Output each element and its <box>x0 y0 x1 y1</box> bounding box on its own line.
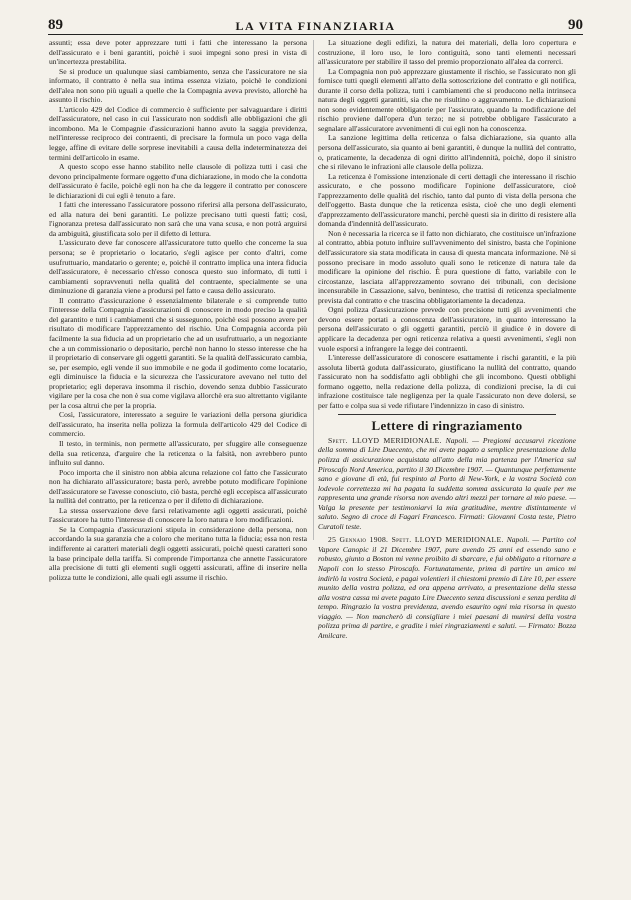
paragraph: La sanzione legittima della reticenza o falsa dichiarazione, sia quanto alla persona dell'assicurato, sia quanto ai beni garantiti, è dunque la nullità del contratto, o, praticamente, la decadenza di ogni diritto all'indennità, poichè, dopo il sinistro che si rilevano le infrazioni alle clausole della polizza. <box>318 133 576 172</box>
paragraph: Se la Compagnia d'assicurazioni stipula in considerazione della persona, non accordando la sua garanzia che a coloro che meritano tutta la fiducia; essa non resta indifferente ai caratteri materiali degli oggetti assicurati, poichè questi caratteri sono la base principale della tariffa. Si comprende l'importanza che annette l'assicuratore alla precisione di tutti gli elementi sugli oggetti assicurati, affine di inserire nella polizza tutte le condizioni, alle quali egli assume il rischio. <box>49 524 307 582</box>
paragraph: La reticenza è l'omissione intenzionale di certi dettagli che interessano il rischio assicurato, e che possono modificare l'opinione dell'assicuratore, cioè l'apprezzamento delle qualità del rischio, tanto dal punto di vista della persona che dell'oggetto. Basta dunque che la reticenza esista, cioè che uno degli elementi d'apprezzamento dell'assicuratore manchi, perchè questi sia in diritto di resistere alla domanda d'indennità dell'assicurato. <box>318 171 576 229</box>
journal-title: LA VITA FINANZIARIA <box>235 19 396 33</box>
paragraph: L'interesse dell'assicuratore di conoscere esattamente i rischi garantiti, e la più assoluta libertà goduta dall'assicurato, giustificano la nullità del contratto, quando l'assicurato non ha soddisfatto agli obblighi che gli incombono. Questi obblighi formano oggetto, nella redazione della polizza, di condizioni precise, la di cui infrazione costituisce tale negligenza per la quale l'assicurato non deve dolersi, se per fatto e colpa sua si vede rifiutare l'indennizzo in caso di sinistro. <box>318 353 576 410</box>
paragraph: Poco importa che il sinistro non abbia alcuna relazione col fatto che l'assicurato non ha dichiarato all'assicuratore; basta però, avrebbe potuto modificare l'opinione dell'assicuratore se l'avesse conosciuto, ciò basta, perchè egli eccepisca all'assicurato la nullità del contratto, per la reticenza o per il difetto di dichiarazione. <box>49 467 307 506</box>
page-number-right: 90 <box>568 17 583 33</box>
paragraph: Se si produce un qualunque siasi cambiamento, senza che l'assicuratore ne sia informato, il contratto è nella sua intima essenza viziato, poichè le condizioni dell'alea non sono più uguali a quelle che la Compagnia aveva previsto, allorchè ha assunto il rischio. <box>49 66 307 105</box>
paragraph: Il testo, in terminis, non permette all'assicurato, per sfuggire alle conseguenze della sua reticenza, d'arguire che la reticenza o la falsità, non avrebbero punto influito sul danno. <box>49 438 307 468</box>
running-header <box>48 12 583 35</box>
paragraph: A questo scopo esse hanno stabilito nelle clausole di polizza tutti i casi che devono principalmente formare oggetto d'una dichiarazione, in modo che la condotta dell'assicurato è facile, poichè egli non ha che da leggere il contratto per conoscere le dichiarazioni di cui egli è tenuto a fare. <box>49 162 307 200</box>
column-divider <box>313 40 314 540</box>
page-number-left: 89 <box>48 17 63 33</box>
paragraph: La situazione degli edifizi, la natura dei materiali, della loro copertura e costruzione, il loro uso, le loro contiguità, sono tanti elementi necessari all'assicuratore per stabilire il tasso del premio proporzionato all'alea da correrci. <box>318 38 576 67</box>
letters-heading: Lettere di ringraziamento <box>371 418 523 434</box>
paragraph: Così, l'assicuratore, interessato a seguire le variazioni della persona giuridica dell'assicurato, ha inserita nella polizza la formula dell'articolo 429 del Codice di commercio. <box>49 410 307 439</box>
thank-you-letter <box>318 535 576 640</box>
paragraph: I fatti che interessano l'assicuratore possono riferirsi alla persona dell'assicurato, ed alla natura dei beni garantiti. Le polizze precisano tutti questi fatti; così, l'ignoranza pretesa dall'assicurato non sarà che una vana scusa, e non potrà arguirsi da ambiguità, giustificata solo per il difetto di lettura. <box>49 200 307 238</box>
section-rule <box>338 414 556 415</box>
paragraph: Il contratto d'assicurazione è essenzialmente bilaterale e si comprende tutto l'interesse della Compagnia d'assicurazioni di conoscere in modo preciso la qualità del garantito e tutti i cambiamenti che si susseguono, poichè essi possono avere per risultato di modificare l'apprezzamento del rischio. Una Compagnia accorda più facilmente la sua fiducia ad un proprietario che ad un usufruttuario, a un negoziante che a un commissionario o depositario, perchè non hanno lo stesso interesse che ha il proprietario di conservare gli oggetti garantiti. Se la qualità dell'assicurato cambia, se, per esempio, egli vende il suo immobile e ne goda il godimento come locatario, egli diminuisce la fiducia e la sicurezza che l'assicuratore avevano nel tutto del proprietario; egli deperava insomma il rischio, dovendo senza dubbio l'assicurato vigilare per la cosa che non è sua come vigilava allorchè era suo altrettanto vigilante per la cosa altrui che per la propria. <box>49 295 307 410</box>
paragraph: Ogni polizza d'assicurazione prevede con precisione tutti gli avvenimenti che devono essere portati a conoscenza dell'assicuratore, in quanto interessano la persona dell'assicurato o gli oggetti garantiti, perciò il giudice è in dovere di applicare la decadenza per ogni reticenza relativa a questi avvenimenti, s'egli non vuole esporsi a infrangere la legge dei contraenti. <box>318 305 576 353</box>
letter-body: Napoli. — Partito col Vapore Canopic il 21 Dicembre 1907, pure avendo 25 anni ed essendo sano e robusto, giunto a Boston mi venne proibito di sbarcare, e fui obbligato a ritornare a Napoli con lo stesso Piroscafo. Fortunatamente, prima di partire un amico mi indirlò la vostra Società, e pagai volentieri il chiestomi premio di Lire 10, per essere munito della vostra polizza, ed ora appena arrivato, a presentazione della stessa alla vostra cassa mi avete pagato Lire Duecento senza discussioni e senza perdita di tempo. Ringrazio la vostra previdenza, avendo esaurito ogni mia risorsa in questo viaggio. — Non mancherò di consigliare i miei paesani di munirsi della vostra polizza prima di partire, e gradite i miei ringraziamenti e saluti. — Firmato: Bozza Amilcare. <box>318 535 576 640</box>
paragraph: assunti; essa deve poter apprezzare tutti i fatti che interessano la persona dell'assicurato e i beni garantiti, poichè i suoi impegni sono presi in vista di un'incertezza prestabilita. <box>49 38 307 67</box>
paragraph: La stessa osservazione deve farsi relativamente agli oggetti assicurati, poichè l'assicuratore ha tutto l'interesse di conoscere la loro natura e loro modificazioni. <box>49 505 307 525</box>
paragraph: La Compagnia non può apprezzare giustamente il rischio, se l'assicurato non gli fornisce tutti quegli elementi all'atto della sottoscrizione del contratto e gli notifica, durante il corso della polizza, tutti i cambiamenti che si producono nella intrinseca natura degli oggetti garantiti, sia che ne risultino o aggravamento. Le dichiarazioni non sono evidentemente obbligatorie per l'assicurato, quando la modificazione del rischio proviene dall'opera d'un terzo; ne si potrebbe obbligare l'assicurato a segnalare all'assicuratore avvenimenti di cui egli non ha conoscenza. <box>318 66 576 133</box>
left-column <box>49 38 307 890</box>
thank-you-letter <box>318 436 576 531</box>
paragraph: Non è necessaria la ricerca se il fatto non dichiarato, che costituisce un'infrazione al contratto, abbia potuto influire sull'avvenimento del sinistro, basta che l'opinione dell'assicuratore sia stata modificata in causa di questa mancata informazione. Nè si possono precisare in modo assoluto quali sono le reticenze di natura tale da modificare la opinione del rischio. È pura questione di fatto, variabile con le circostanze, lasciata all'apprezzamento sovrano dei tribunali, con decisione incensurabile in Cassazione, salvo, beninteso, che trattisi di reticenza specialmente prevista dal contratto e che trascina obbligatoriamente la decadenza. <box>318 228 576 305</box>
paragraph: L'assicurato deve far conoscere all'assicuratore tutto quello che concerne la sua persona; se è proprietario o locatario, s'egli agisce per conto d'altri, come usufruttuario, mandatario o gerente; e, poichè il contratto implica una intera fiducia dell'assicuratore, è necessario ch'esso conosca questo suo informato, di tutti i cambiamenti sopravvenuti nella qualità del contraente, specialmente se una diminuzione di garanzia viene a prodursi pel fatto e causa dello assicurato. <box>49 238 307 296</box>
letter-addressee: Spett. LLOYD MERIDIONALE. <box>328 435 442 445</box>
paragraph: L'articolo 429 del Codice di commercio è sufficiente per salvaguardare i diritti dell'assicuratore, nel caso in cui l'assicurato non soddisfi alle obbligazioni che gli incombono. Ma le Compagnie d'assicurazioni hanno avuto la saggia previdenza, nell'interesse reciproco dei contraenti, di precisare la formula un poco vaga della legge, affine di evitare delle sorprese inevitabili a causa della indeterminatezza dei termini dell'articolo in esame. <box>49 104 307 162</box>
letter-addressee: 25 Gennaio 1908. Spett. LLOYD MERIDIONALE. <box>328 535 504 545</box>
letter-body: Napoli. — Pregiomi accusarvi ricezione della somma di Lire Duecento, che mi avete pagato a semplice presentazione della polizza di assicurazione acquistata all'atto della mia partenza per l'America sul Piroscafo Nord America, partito il 30 Dicembre 1907. — Quantunque perfettamente sano e giovane di età, fui respinto al Porto di New-York, e la vostra Società con lodevole correttezza mi ha pagata la suddetta somma assicurata la quale per me rappresenta una grande risorsa non avendo altri mezzi per tornare al mio paese. — Valga la presente per testimoniarvi la mia gratitudine, mentre distintamente vi saluto. Segno di croce di Fagari Francesco. Firmati: Giovanni Costa teste, Pietro Curatoli teste. <box>318 435 576 531</box>
right-column <box>318 38 576 890</box>
